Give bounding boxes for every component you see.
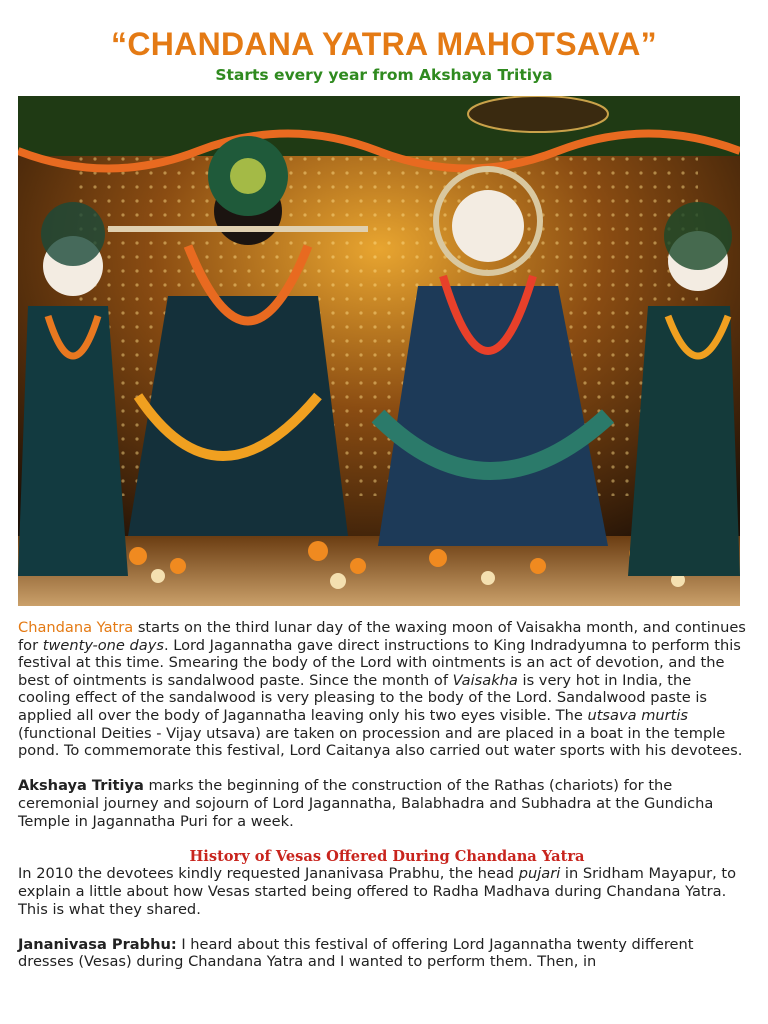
p1-emphasis-2: Vaisakha [452,671,518,689]
paragraph-chandana-yatra [18,619,746,760]
p3-text-1: In 2010 the devotees kindly requested Jananivasa Prabhu, the head [18,865,519,883]
paragraph-jananivasa [18,936,746,971]
article-body [18,619,746,988]
p2-text: marks the beginning of the construction of the Rathas (chariots) for the ceremonial journey and sojourn of Lord Jagannatha, Balabhadra and Subhadra at the Gundicha Temple in Jagannatha Puri for a week. [18,777,714,830]
p3-emphasis: pujari [518,865,561,883]
p1-text-1: starts on the third lunar day of the waxing moon of Vaisakha month, and continues for [18,619,746,654]
deities-altar-photo [18,96,740,606]
page-title: “CHANDANA YATRA MAHOTSAVA” [111,26,657,62]
akshaya-tritiya-lead: Akshaya Tritiya [18,777,144,795]
paragraph-akshaya-tritiya [18,777,746,830]
p3-text-2: in Sridham Mayapur, to explain a little about how Vesas started being offered to Radha Madhava during Chandana Yatra. This is what they shared. [18,865,737,918]
p1-text-4: (functional Deities - Vijay utsava) are taken on procession and are placed in a boat in the temple pond. To commemorate this festival, Lord Caitanya also carried out water sports with his devotees. [18,724,743,760]
page-subtitle: Starts every year from Akshaya Tritiya [215,66,553,84]
p1-text-2: . Lord Jagannatha gave direct instructions to King Indradyumna to perform this festival at this time. Smearing the body of the Lord with ointments is an act of devotion, and the best of ointments is sandalwood paste. Since the month of [18,636,741,689]
p1-text-3: is very hot in India, the cooling effect of the sandalwood is very pleasing to the body of the Lord. Sandalwood paste is applied all over the body of Jagannatha leaving only his two eyes visible. The [18,671,708,724]
jananivasa-lead: Jananivasa Prabhu: [18,935,177,953]
p4-text: I heard about this festival of offering Lord Jagannatha twenty different dresses (Vesas) during Chandana Yatra and I wanted to perform them. Then, in [18,935,694,971]
p1-emphasis-3: utsava murtis [587,706,689,724]
paragraph-history [18,865,746,918]
section-heading: History of Vesas Offered During Chandana Yatra [189,847,585,865]
chandana-yatra-lead: Chandana Yatra [18,619,134,636]
p1-emphasis-1: twenty-one days [42,636,164,654]
